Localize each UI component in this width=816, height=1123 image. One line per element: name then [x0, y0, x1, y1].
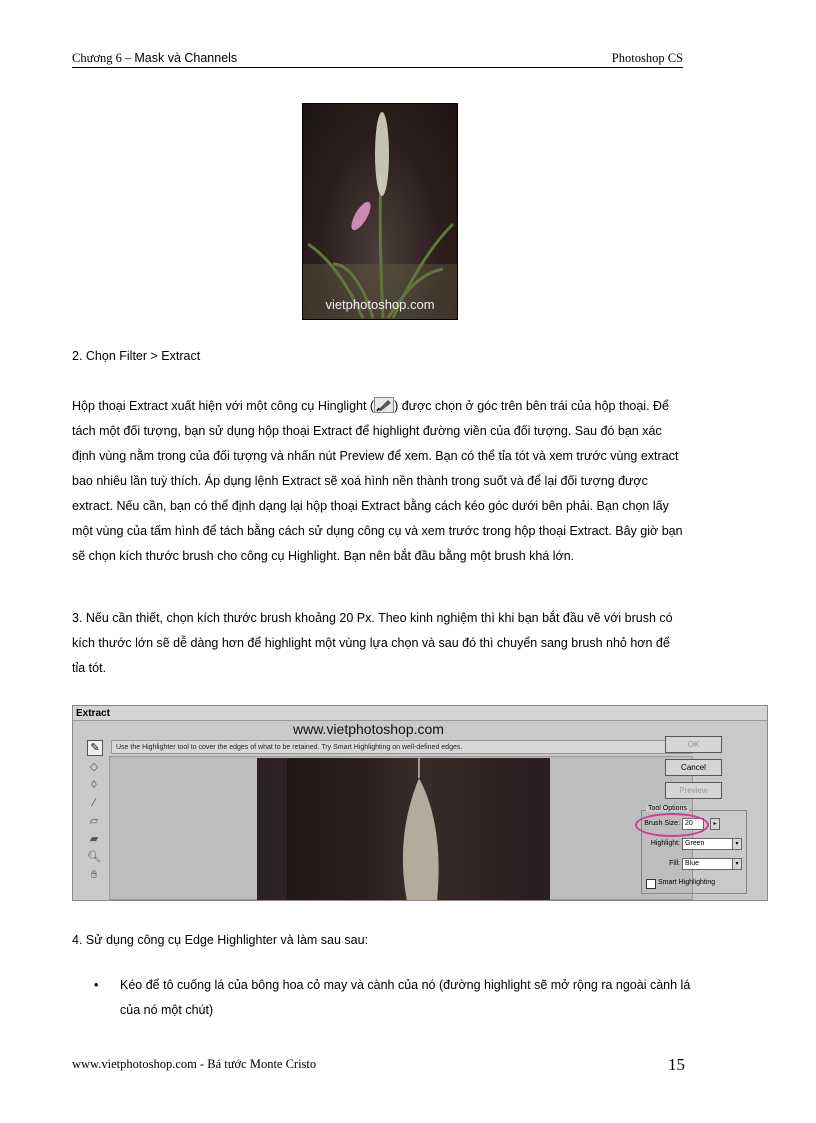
- extract-dialog-screenshot: [72, 705, 768, 901]
- smart-highlighting-checkbox[interactable]: [646, 879, 656, 889]
- header-chapter: Chương 6 –: [72, 51, 135, 65]
- brush-size-arrow-icon[interactable]: ▸: [710, 818, 720, 830]
- fill-select[interactable]: Blue: [682, 858, 734, 870]
- brush-size-label: Brush Size:: [644, 820, 680, 827]
- tool-options-legend: Tool Options: [648, 805, 687, 812]
- highlight-select[interactable]: Green: [682, 838, 734, 850]
- paragraph-brush-size: 3. Nếu cần thiết, chọn kích thước brush khoảng 20 Px. Theo kinh nghiệm thì khi bạn bắt đầu vẽ với brush có kích thước lớn sẽ dễ dàng hơn để highlight một vùng lựa chọn và sau đó thì chuyển sang brush nhỏ hơn để tỉa tót.: [72, 611, 673, 675]
- highlighter-icon: [374, 397, 394, 413]
- smart-highlighting-label: Smart Highlighting: [658, 879, 716, 886]
- dialog-instruction: Use the Highlighter tool to cover the edges of what to be retained. Try Smart Highlighting on well-defined edges.: [111, 740, 693, 754]
- grass-illustration: [303, 104, 457, 319]
- page-header: [72, 51, 683, 68]
- dialog-toolbar: [87, 740, 105, 886]
- edge-highlighter-tool-icon[interactable]: ✎: [87, 740, 103, 756]
- preview-button[interactable]: Preview: [665, 782, 722, 799]
- page-number: 15: [668, 1055, 685, 1074]
- header-chapter-topic: Mask và Channels: [134, 51, 238, 65]
- cancel-button[interactable]: Cancel: [665, 759, 722, 776]
- photo-watermark: vietphotoshop.com: [325, 297, 435, 312]
- brush-size-highlight-circle: [635, 813, 709, 837]
- fill-dropdown-icon[interactable]: ▾: [732, 858, 742, 870]
- dialog-preview-canvas[interactable]: [109, 756, 693, 900]
- dialog-watermark: www.vietphotoshop.com: [293, 721, 444, 737]
- cleanup-tool-icon[interactable]: ▱: [89, 815, 99, 827]
- edge-touchup-tool-icon[interactable]: ▰: [89, 833, 99, 845]
- highlight-dropdown-icon[interactable]: ▾: [732, 838, 742, 850]
- eraser-tool-icon[interactable]: ◊: [91, 779, 97, 791]
- zoom-tool-icon[interactable]: 🔍︎: [87, 851, 101, 863]
- preview-image: [257, 758, 550, 901]
- fill-tool-icon[interactable]: ◇: [89, 761, 99, 773]
- fill-label: Fill:: [669, 860, 680, 867]
- step-4: 4. Sử dụng công cụ Edge Highlighter và làm sau sau:: [72, 933, 369, 947]
- footer-site: www.vietphotoshop.com - Bá tước Monte Cristo: [72, 1057, 317, 1071]
- ok-button[interactable]: OK: [665, 736, 722, 753]
- step-2: 2. Chọn Filter > Extract: [72, 349, 201, 363]
- header-product: Photoshop CS: [611, 51, 683, 65]
- brush-size-input[interactable]: 20: [682, 818, 704, 830]
- bullet-text: Kéo để tô cuống lá của bông hoa cỏ may và cành của nó (đường highlight sẽ mở rộng ra ngoài cành lá của nó một chút): [120, 978, 691, 1017]
- paragraph-extract-intro: Hộp thoại Extract xuất hiện với một công cụ Hinglight ( ) được chọn ở góc trên bên trái của hộp thoại. Để tách một đối tượng, bạn sử dụng hộp thoại Extract để highlight đường viền của đối tượng. Sau đó bạn xác định vùng nằm trong của đối tượng và nhấn nút Preview để xem. Bạn có thể tỉa tót và xem trước vùng extract bao nhiêu lần tuỳ thích. Áp dụng lệnh Extract sẽ xoá hình nền thành trong suốt và để lại đối tượng được extract. Nếu cần, bạn có thể định dạng lại hộp thoại Extract bằng cách kéo góc dưới bên phải. Bạn chọn lấy một vùng của tấm hình để tách bằng cách sử dụng công cụ và xem trước trong hộp thoại Extract. Bây giờ bạn sẽ chọn kích thước brush cho công cụ Highlight. Bạn nên bắt đầu bằng một brush khá lớn.: [72, 399, 683, 563]
- dialog-title: Extract: [73, 706, 767, 721]
- bullet-icon: •: [94, 978, 99, 992]
- highlight-label: Highlight:: [650, 840, 680, 847]
- hand-tool-icon[interactable]: ✋︎: [90, 869, 98, 881]
- grass-photo: [302, 103, 458, 320]
- eyedropper-tool-icon[interactable]: ⁄: [93, 797, 95, 809]
